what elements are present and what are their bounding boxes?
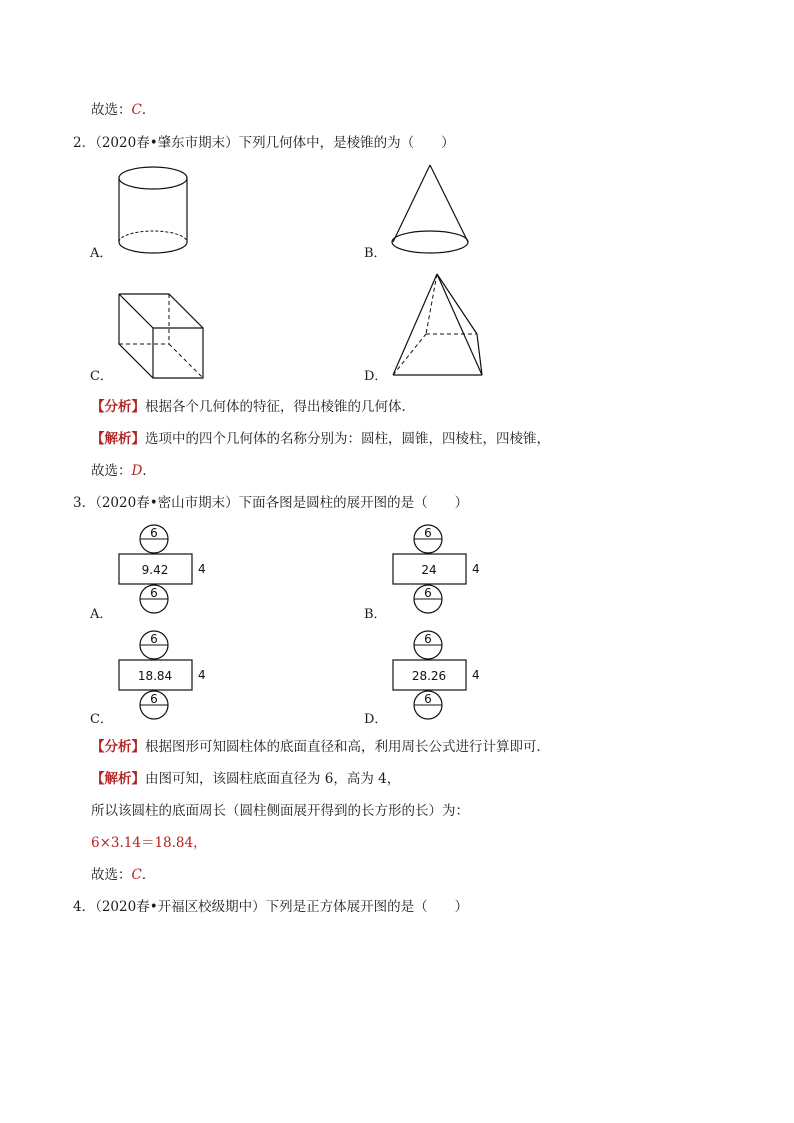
analysis-tag: 【分析】 [91, 739, 145, 755]
answer-letter: D [131, 463, 143, 479]
analysis-tag: 【分析】 [91, 399, 145, 415]
question-number: 4． [73, 899, 96, 915]
q3-formula: 6×3.14＝18.84， [91, 835, 207, 851]
cylinder-icon [115, 164, 195, 256]
circle-bottom-label: 6 [150, 586, 158, 600]
option-b-label[interactable]: B． [364, 607, 387, 622]
question-text: 下面各图是圆柱的展开图的是（ ） [238, 495, 469, 511]
q3-analysis [91, 737, 550, 757]
side-label: 4 [472, 668, 480, 682]
question-number: 3． [73, 495, 96, 511]
q3-solution [91, 769, 400, 789]
option-d-label[interactable]: D． [364, 712, 388, 727]
answer-letter: C [131, 102, 142, 118]
question-source: （2020春•肇东市期末） [95, 135, 239, 151]
answer-end: ． [141, 102, 156, 118]
cube-icon [115, 290, 207, 380]
q4-stem [73, 897, 468, 917]
rect-value: 28.26 [411, 669, 447, 683]
circle-top-label: 6 [150, 526, 158, 540]
solution-text: 由图可知，该圆柱底面直径为 6，高为 4， [145, 771, 401, 787]
q2-solution [91, 429, 550, 449]
cylinder-net-a [118, 522, 218, 616]
cone-icon [390, 162, 472, 258]
circle-bottom-label: 6 [424, 692, 432, 706]
q3-solution-line2: 所以该圆柱的底面周长（圆柱侧面展开得到的长方形的长）为： [91, 803, 469, 819]
solution-tag: 【解析】 [91, 431, 145, 447]
question-text: 下列是正方体展开图的是（ ） [265, 899, 469, 915]
solution-tag: 【解析】 [91, 771, 145, 787]
side-label: 4 [198, 562, 206, 576]
q2-answer [91, 461, 156, 481]
option-d-label[interactable]: D． [364, 369, 388, 384]
rect-value: 24 [421, 563, 437, 577]
option-c-label[interactable]: C． [90, 712, 113, 727]
solution-text: 选项中的四个几何体的名称分别为：圆柱，圆锥，四棱柱，四棱锥， [145, 431, 550, 447]
rect-value: 9.42 [141, 563, 169, 577]
pyramid-icon [390, 272, 485, 380]
answer-prefix: 故选： [91, 463, 132, 479]
q2-analysis [91, 397, 415, 417]
circle-top-label: 6 [424, 632, 432, 646]
option-a-label[interactable]: A． [90, 246, 113, 261]
q3-stem [73, 493, 468, 513]
circle-bottom-label: 6 [150, 692, 158, 706]
side-label: 4 [472, 562, 480, 576]
circle-top-label: 6 [150, 632, 158, 646]
answer-prefix: 故选： [91, 102, 132, 118]
q3-answer [91, 865, 155, 885]
rect-value: 18.84 [137, 669, 173, 683]
option-c-label[interactable]: C． [90, 369, 113, 384]
circle-top-label: 6 [424, 526, 432, 540]
analysis-text: 根据图形可知圆柱体的底面直径和高，利用周长公式进行计算即可． [145, 739, 550, 755]
analysis-text: 根据各个几何体的特征，得出棱锥的几何体． [145, 399, 415, 415]
option-b-label[interactable]: B． [364, 246, 387, 261]
question-text: 下列几何体中，是棱锥的为（ ） [238, 135, 455, 151]
question-number: 2． [73, 135, 96, 151]
q2-stem [73, 133, 455, 153]
circle-bottom-label: 6 [424, 586, 432, 600]
side-label: 4 [198, 668, 206, 682]
cylinder-net-b [392, 522, 492, 616]
question-source: （2020春•密山市期末） [95, 495, 239, 511]
question-source: （2020春•开福区校级期中） [95, 899, 266, 915]
cylinder-net-d [392, 628, 492, 722]
answer-end: ． [141, 867, 156, 883]
cylinder-net-c [118, 628, 218, 722]
q1-answer [91, 100, 155, 120]
answer-letter: C [131, 867, 142, 883]
answer-end: ． [142, 463, 156, 479]
option-a-label[interactable]: A． [90, 607, 113, 622]
answer-prefix: 故选： [91, 867, 132, 883]
